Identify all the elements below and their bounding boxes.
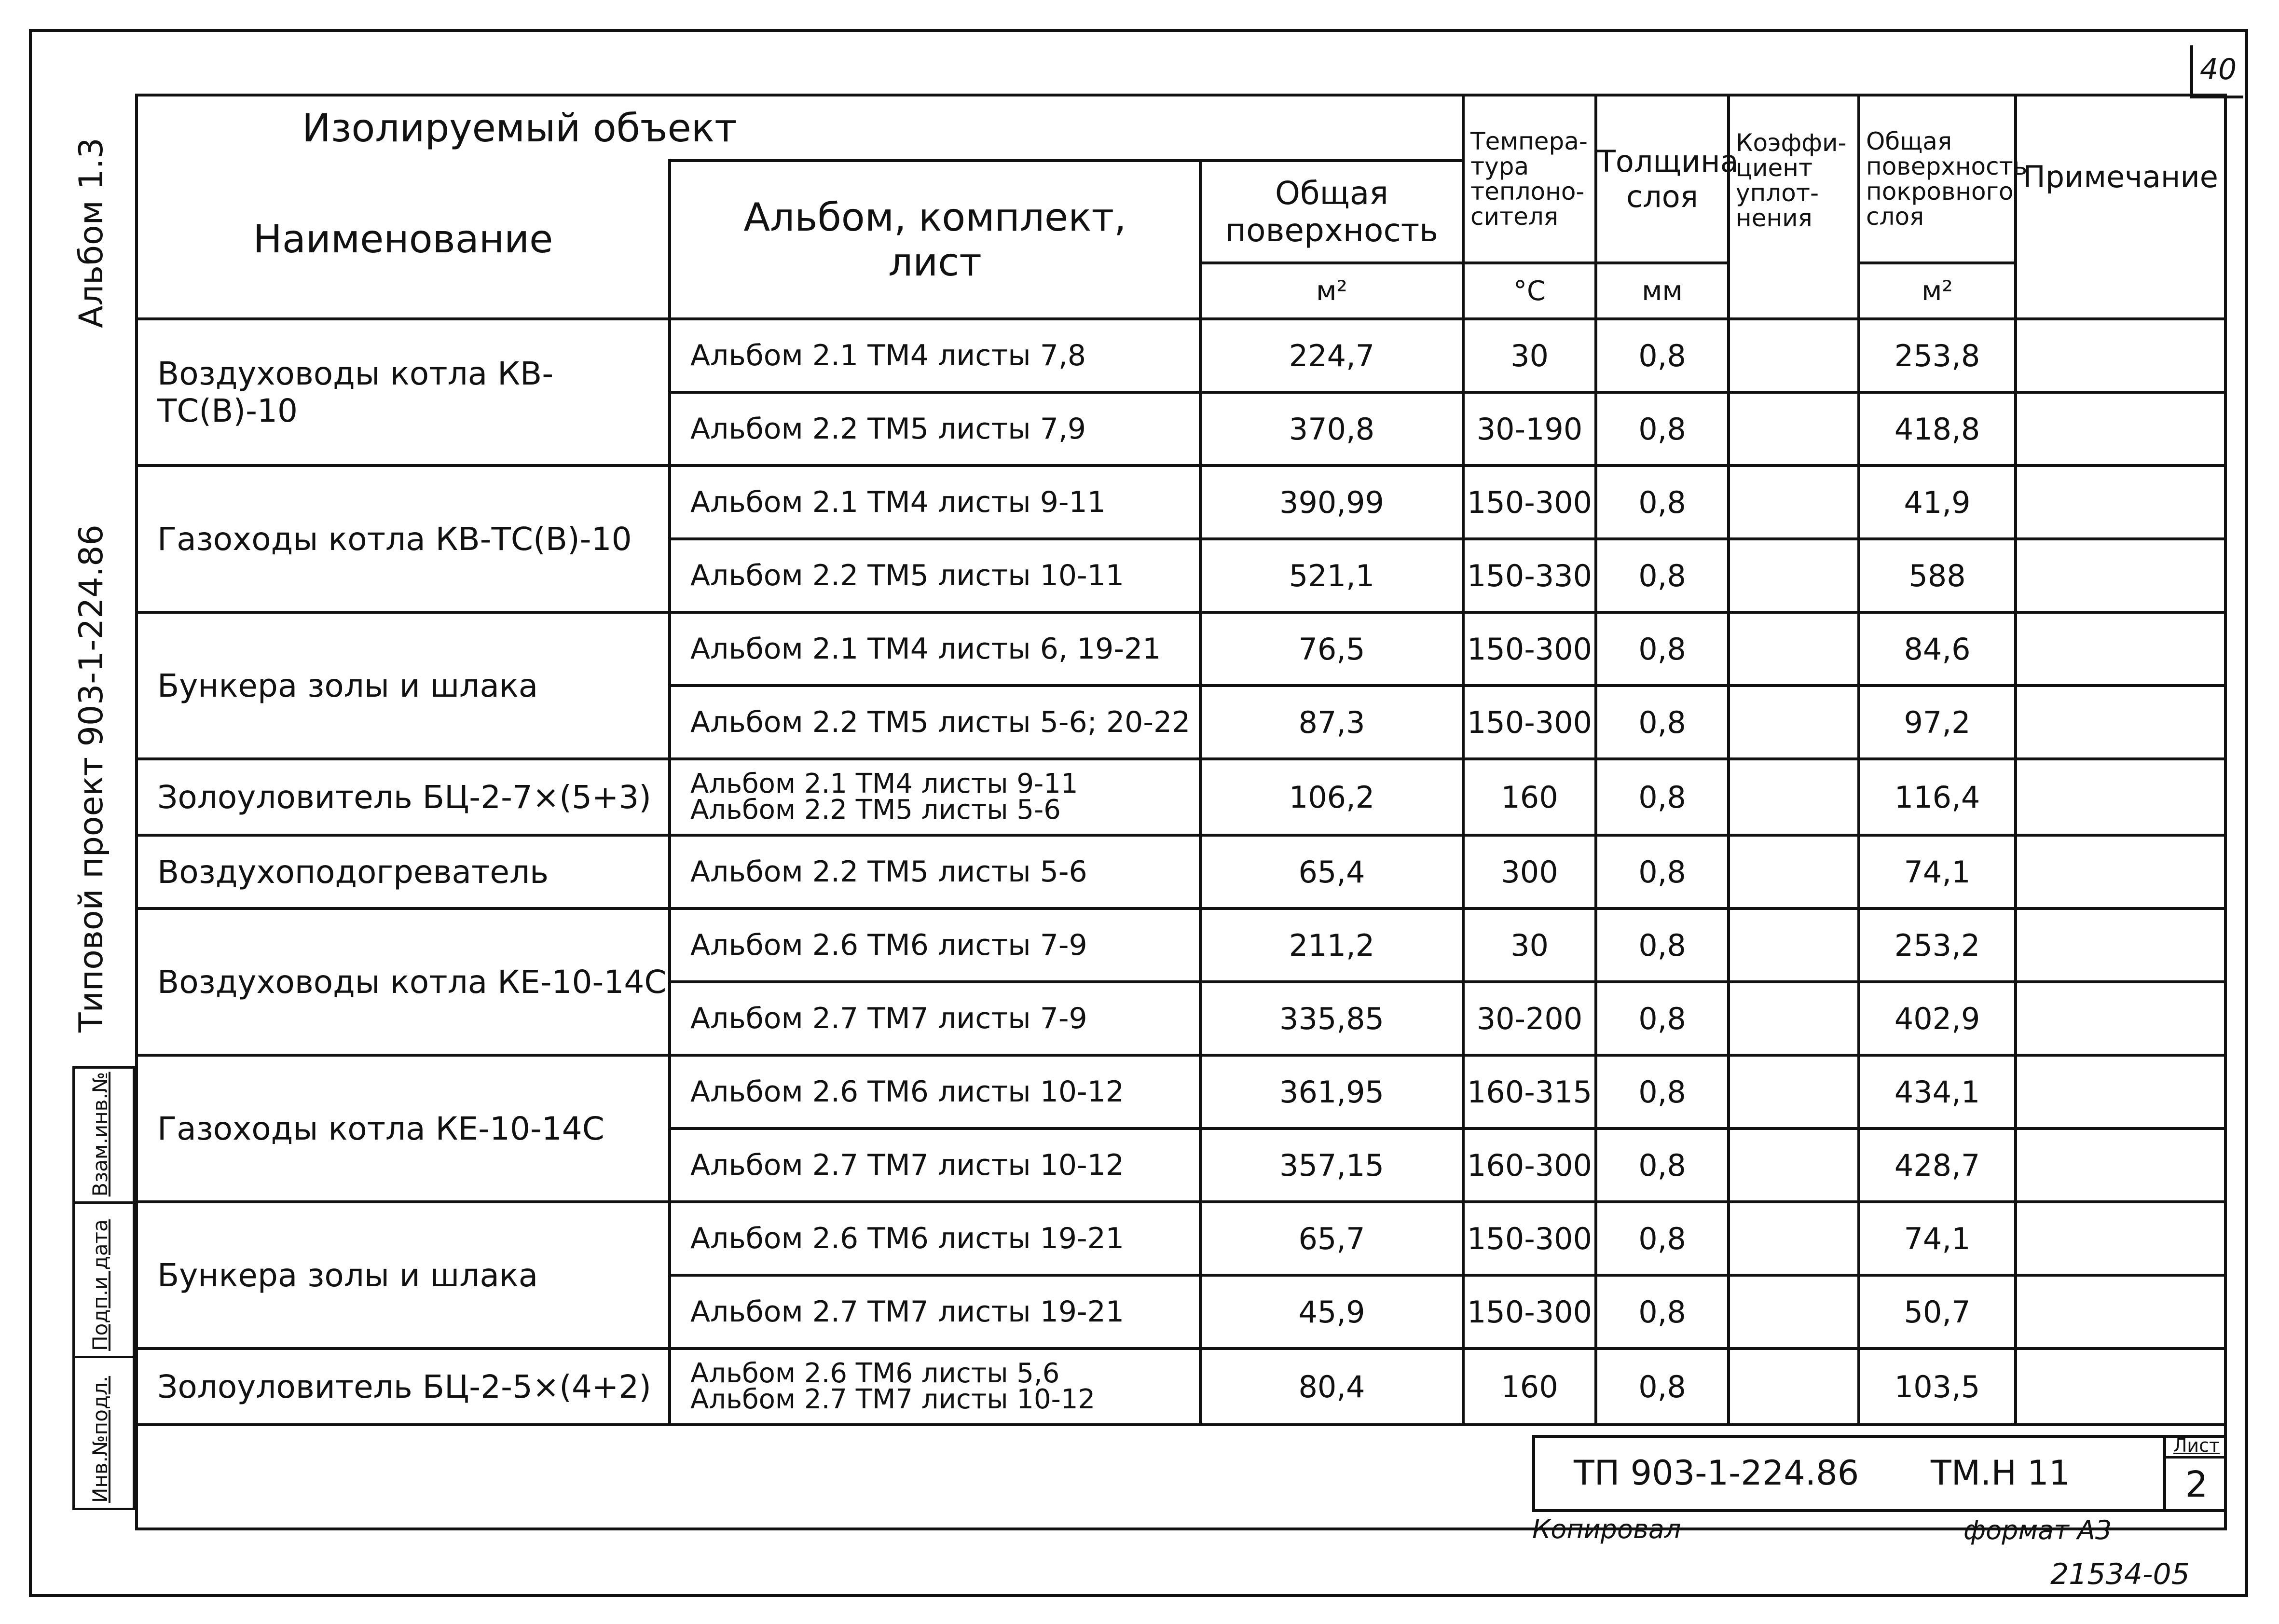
temperature-value: 150-300 <box>1463 1202 1596 1275</box>
header-coefficient: Коэффи-циент уплот-нения <box>1729 95 1859 319</box>
coefficient-value <box>1729 1275 1859 1349</box>
thickness-value: 0,8 <box>1596 908 1729 982</box>
note-value <box>2016 1349 2225 1425</box>
surface-value: 357,15 <box>1200 1129 1463 1202</box>
album-reference <box>670 612 1200 686</box>
header-name: Наименование <box>137 161 670 319</box>
stamp-column <box>72 1066 135 1510</box>
stamp-inv-cell <box>75 1358 133 1508</box>
album-reference <box>670 392 1200 466</box>
title-block-sheet <box>2163 1435 2227 1512</box>
table-row <box>137 759 2225 835</box>
note-value <box>2016 1202 2225 1275</box>
coefficient-value <box>1729 1202 1859 1275</box>
title-block <box>1532 1435 2224 1512</box>
thickness-value: 0,8 <box>1596 1202 1729 1275</box>
surface-value: 335,85 <box>1200 982 1463 1055</box>
coefficient-value <box>1729 1349 1859 1425</box>
insulation-table <box>135 94 2227 1530</box>
cover-surface-value: 402,9 <box>1859 982 2016 1055</box>
table-row <box>137 908 2225 982</box>
side-label-project: Типовой проект 903-1-224.86 <box>72 524 110 1032</box>
stamp-signature: Подп.и дата <box>88 1219 112 1351</box>
cover-surface-value: 428,7 <box>1859 1129 2016 1202</box>
header-note: Примечание <box>2016 95 2225 319</box>
surface-value: 76,5 <box>1200 612 1463 686</box>
header-album: Альбом, комплект, лист <box>670 161 1200 319</box>
surface-value: 80,4 <box>1200 1349 1463 1425</box>
object-name: Бункера золы и шлака <box>137 612 670 759</box>
coefficient-value <box>1729 908 1859 982</box>
coefficient-value <box>1729 466 1859 539</box>
surface-value: 106,2 <box>1200 759 1463 835</box>
album-line: Альбом 2.2 ТМ5 листы 5-6; 20-22 <box>690 705 1191 739</box>
note-value <box>2016 982 2225 1055</box>
copied-label: Копировал <box>1532 1514 1681 1544</box>
temperature-value: 150-330 <box>1463 539 1596 612</box>
note-value <box>2016 466 2225 539</box>
note-value <box>2016 835 2225 908</box>
table-row <box>137 466 2225 539</box>
table-row <box>137 1055 2225 1129</box>
object-name: Золоуловитель БЦ-2-5×(4+2) <box>137 1349 670 1425</box>
thickness-value: 0,8 <box>1596 1129 1729 1202</box>
album-line: Альбом 2.6 ТМ6 листы 5,6 <box>690 1358 1060 1389</box>
archive-number: 21534-05 <box>2050 1557 2190 1591</box>
temperature-value: 30-200 <box>1463 982 1596 1055</box>
album-line: Альбом 2.1 ТМ4 листы 9-11 <box>690 485 1106 519</box>
thickness-value: 0,8 <box>1596 466 1729 539</box>
temperature-value: 150-300 <box>1463 1275 1596 1349</box>
cover-surface-value: 41,9 <box>1859 466 2016 539</box>
album-line: Альбом 2.1 ТМ4 листы 9-11 <box>690 768 1078 799</box>
note-value <box>2016 686 2225 759</box>
cover-surface-value: 253,2 <box>1859 908 2016 982</box>
unit-surface: м² <box>1200 263 1463 319</box>
header-object: Изолируемый объект <box>137 95 1463 161</box>
unit-temperature: °С <box>1463 263 1596 319</box>
album-reference <box>670 539 1200 612</box>
temperature-value: 160 <box>1463 759 1596 835</box>
thickness-value: 0,8 <box>1596 1055 1729 1129</box>
album-line: Альбом 2.6 ТМ6 листы 19-21 <box>690 1222 1125 1255</box>
surface-value: 211,2 <box>1200 908 1463 982</box>
surface-value: 224,7 <box>1200 319 1463 392</box>
cover-surface-value: 116,4 <box>1859 759 2016 835</box>
album-reference <box>670 1275 1200 1349</box>
album-line: Альбом 2.2 ТМ5 листы 10-11 <box>690 559 1125 592</box>
table-row <box>137 319 2225 392</box>
album-line: Альбом 2.7 ТМ7 листы 10-12 <box>690 1148 1125 1182</box>
album-reference <box>670 1202 1200 1275</box>
thickness-value: 0,8 <box>1596 686 1729 759</box>
note-value <box>2016 612 2225 686</box>
object-name: Газоходы котла КВ-ТС(В)-10 <box>137 466 670 612</box>
format-label: формат А3 <box>1963 1515 2112 1545</box>
coefficient-value <box>1729 1055 1859 1129</box>
album-line: Альбом 2.2 ТМ5 листы 5-6 <box>690 855 1087 889</box>
surface-value: 65,4 <box>1200 835 1463 908</box>
cover-surface-value: 253,8 <box>1859 319 2016 392</box>
thickness-value: 0,8 <box>1596 835 1729 908</box>
table-row <box>137 612 2225 686</box>
header-surface: Общая поверхность <box>1200 161 1463 263</box>
coefficient-value <box>1729 759 1859 835</box>
album-reference <box>670 835 1200 908</box>
note-value <box>2016 1055 2225 1129</box>
album-reference <box>670 982 1200 1055</box>
thickness-value: 0,8 <box>1596 1275 1729 1349</box>
cover-surface-value: 434,1 <box>1859 1055 2016 1129</box>
temperature-value: 160-315 <box>1463 1055 1596 1129</box>
note-value <box>2016 1275 2225 1349</box>
header-thickness: Толщина слоя <box>1596 95 1729 263</box>
coefficient-value <box>1729 982 1859 1055</box>
temperature-value: 160-300 <box>1463 1129 1596 1202</box>
thickness-value: 0,8 <box>1596 612 1729 686</box>
side-label-album: Альбом 1.3 <box>72 138 110 328</box>
sheet-number: 2 <box>2185 1464 2208 1505</box>
temperature-value: 30 <box>1463 319 1596 392</box>
note-value <box>2016 539 2225 612</box>
table-row <box>137 1202 2225 1275</box>
surface-value: 45,9 <box>1200 1275 1463 1349</box>
thickness-value: 0,8 <box>1596 539 1729 612</box>
coefficient-value <box>1729 319 1859 392</box>
object-name: Золоуловитель БЦ-2-7×(5+3) <box>137 759 670 835</box>
surface-value: 87,3 <box>1200 686 1463 759</box>
thickness-value: 0,8 <box>1596 759 1729 835</box>
thickness-value: 0,8 <box>1596 1349 1729 1425</box>
coefficient-value <box>1729 835 1859 908</box>
album-reference <box>670 1055 1200 1129</box>
note-value <box>2016 319 2225 392</box>
note-value <box>2016 908 2225 982</box>
object-name: Воздуховоды котла КВ-ТС(В)-10 <box>137 319 670 466</box>
surface-value: 361,95 <box>1200 1055 1463 1129</box>
album-line: Альбом 2.1 ТМ4 листы 6, 19-21 <box>690 632 1161 666</box>
cover-surface-value: 50,7 <box>1859 1275 2016 1349</box>
album-line: Альбом 2.7 ТМ7 листы 7-9 <box>690 1002 1087 1035</box>
note-value <box>2016 1129 2225 1202</box>
surface-value: 521,1 <box>1200 539 1463 612</box>
cover-surface-value: 74,1 <box>1859 1202 2016 1275</box>
album-line: Альбом 2.6 ТМ6 листы 10-12 <box>690 1075 1125 1109</box>
temperature-value: 150-300 <box>1463 612 1596 686</box>
temperature-value: 160 <box>1463 1349 1596 1425</box>
coefficient-value <box>1729 612 1859 686</box>
cover-surface-value: 418,8 <box>1859 392 2016 466</box>
album-line: Альбом 2.7 ТМ7 листы 19-21 <box>690 1295 1125 1329</box>
album-reference <box>670 759 1200 835</box>
header-cover-surface: Общая поверхность покровного слоя <box>1859 95 2016 263</box>
coefficient-value <box>1729 392 1859 466</box>
cover-surface-value: 74,1 <box>1859 835 2016 908</box>
album-line: Альбом 2.6 ТМ6 листы 7-9 <box>690 928 1087 962</box>
album-line: Альбом 2.2 ТМ5 листы 5-6 <box>690 794 1061 826</box>
album-reference <box>670 908 1200 982</box>
object-name: Газоходы котла КЕ-10-14С <box>137 1055 670 1202</box>
album-reference <box>670 1129 1200 1202</box>
stamp-replace: Взам.инв.№ <box>88 1072 112 1197</box>
table-row <box>137 835 2225 908</box>
unit-cover: м² <box>1859 263 2016 319</box>
album-line: Альбом 2.7 ТМ7 листы 10-12 <box>690 1384 1096 1415</box>
stamp-replace-cell <box>75 1069 133 1204</box>
object-name: Воздухоподогреватель <box>137 835 670 908</box>
coefficient-value <box>1729 1129 1859 1202</box>
surface-value: 390,99 <box>1200 466 1463 539</box>
title-block-code: ТП 903-1-224.86 <box>1574 1453 1859 1493</box>
thickness-value: 0,8 <box>1596 319 1729 392</box>
coefficient-value <box>1729 686 1859 759</box>
title-block-mark: ТМ.Н 11 <box>1931 1453 2071 1493</box>
album-line: Альбом 2.2 ТМ5 листы 7,9 <box>690 412 1086 446</box>
thickness-value: 0,8 <box>1596 392 1729 466</box>
temperature-value: 30-190 <box>1463 392 1596 466</box>
header-temperature: Темпера-тура теплоно-сителя <box>1463 95 1596 263</box>
album-reference <box>670 686 1200 759</box>
album-reference <box>670 1349 1200 1425</box>
unit-thickness: мм <box>1596 263 1729 319</box>
cover-surface-value: 103,5 <box>1859 1349 2016 1425</box>
temperature-value: 30 <box>1463 908 1596 982</box>
cover-surface-value: 97,2 <box>1859 686 2016 759</box>
cover-surface-value: 84,6 <box>1859 612 2016 686</box>
album-reference <box>670 466 1200 539</box>
note-value <box>2016 392 2225 466</box>
cover-surface-value: 588 <box>1859 539 2016 612</box>
coefficient-value <box>1729 539 1859 612</box>
object-name: Бункера золы и шлака <box>137 1202 670 1349</box>
stamp-signature-cell <box>75 1204 133 1358</box>
surface-value: 370,8 <box>1200 392 1463 466</box>
sheet-label: Лист <box>2166 1435 2227 1459</box>
surface-value: 65,7 <box>1200 1202 1463 1275</box>
temperature-value: 150-300 <box>1463 466 1596 539</box>
note-value <box>2016 759 2225 835</box>
album-reference <box>670 319 1200 392</box>
temperature-value: 300 <box>1463 835 1596 908</box>
album-line: Альбом 2.1 ТМ4 листы 7,8 <box>690 339 1086 372</box>
temperature-value: 150-300 <box>1463 686 1596 759</box>
thickness-value: 0,8 <box>1596 982 1729 1055</box>
object-name: Воздуховоды котла КЕ-10-14С <box>137 908 670 1055</box>
table-row <box>137 1349 2225 1425</box>
page-number: 40 <box>2190 45 2243 98</box>
stamp-inv: Инв.№подл. <box>88 1376 112 1503</box>
